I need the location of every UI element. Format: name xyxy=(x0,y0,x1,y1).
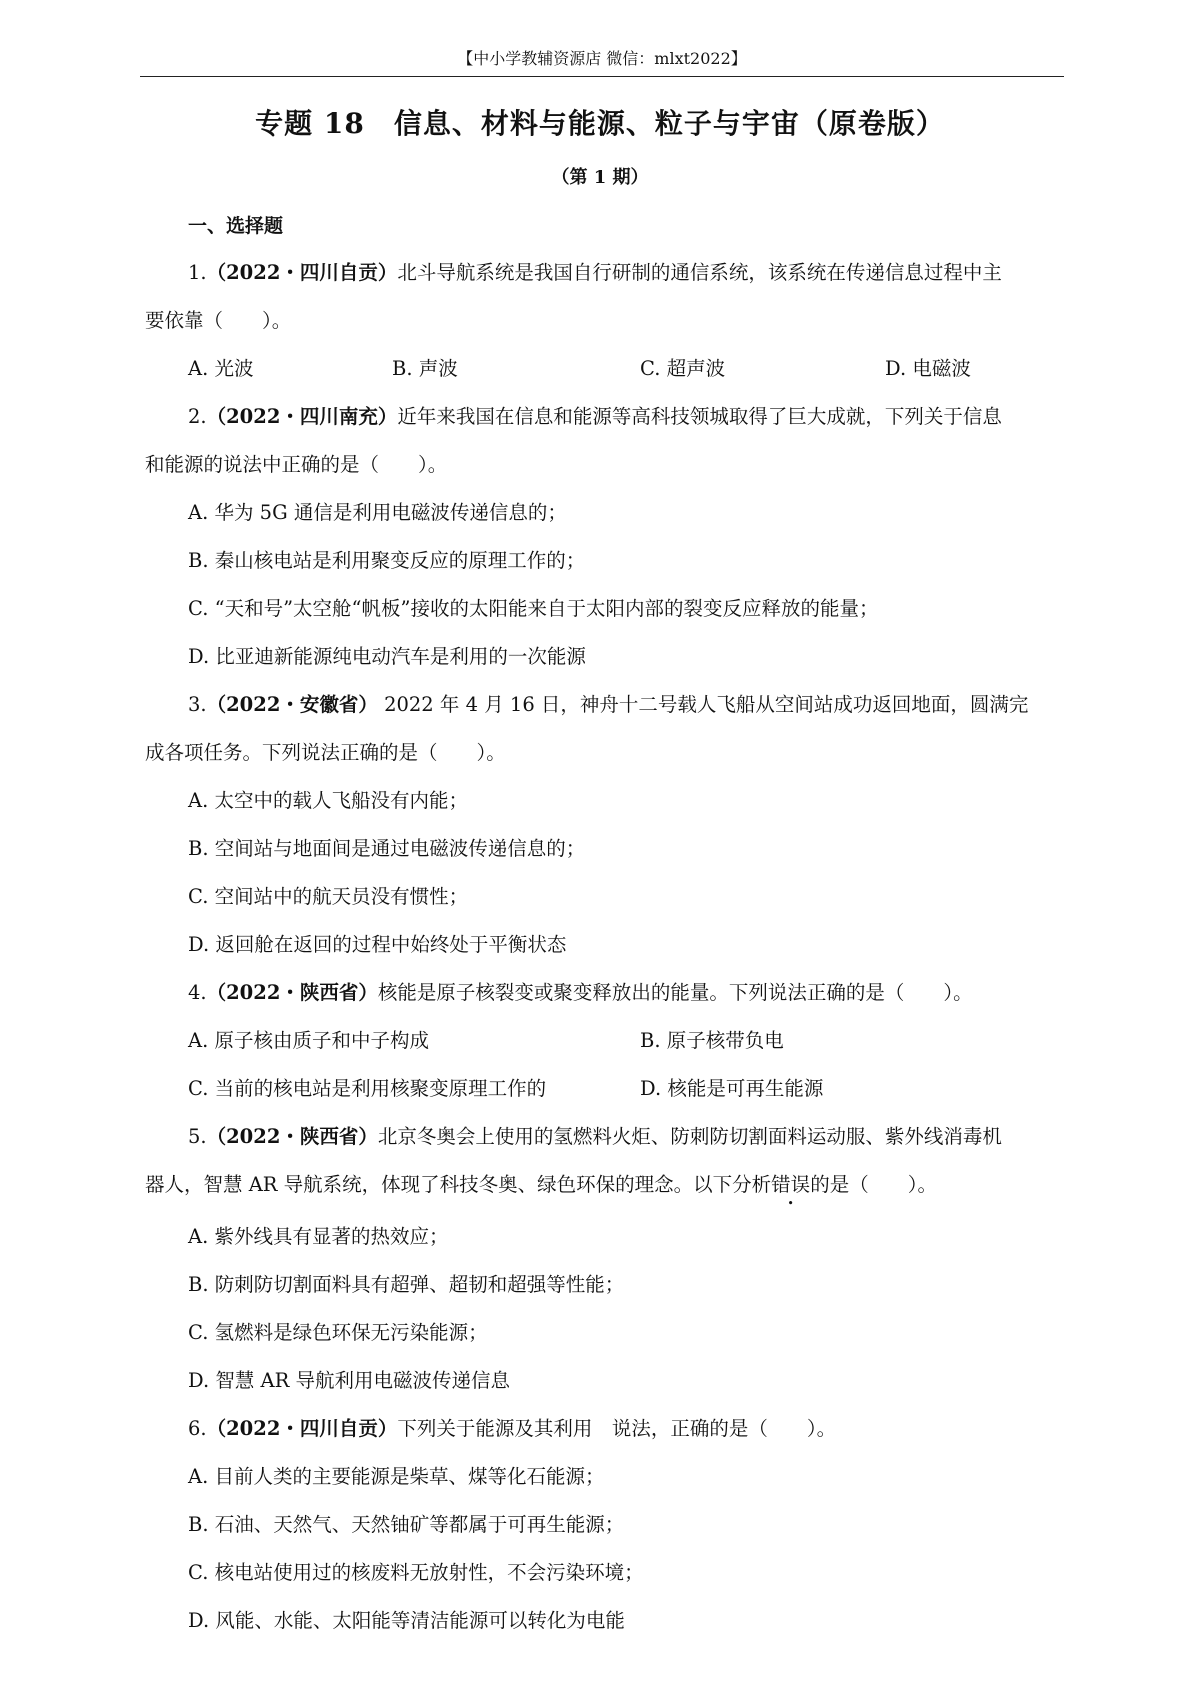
question-3-option-d: D. 返回舱在返回的过程中始终处于平衡状态 xyxy=(188,933,567,956)
question-5-stem-cont xyxy=(145,1170,937,1200)
question-number: 1. xyxy=(188,261,207,284)
question-text: 的是（ ）。 xyxy=(810,1173,937,1196)
emphasis-word: 错误 xyxy=(771,1173,811,1196)
question-2-option-a: A. 华为 5G 通信是利用电磁波传递信息的； xyxy=(188,501,567,524)
question-number: 5. xyxy=(188,1125,207,1148)
question-6-option-d: D. 风能、水能、太阳能等清洁能源可以转化为电能 xyxy=(188,1609,625,1632)
question-source: （2022・陕西省） xyxy=(206,981,378,1004)
question-4-option-c: C. 当前的核电站是利用核聚变原理工作的 xyxy=(188,1077,547,1100)
question-text: 核能是原子核裂变或聚变释放出的能量。下列说法正确的是（ ）。 xyxy=(377,981,973,1004)
question-1-stem-cont: 要依靠（ ）。 xyxy=(145,309,292,332)
question-number: 4. xyxy=(188,981,207,1004)
question-2-option-c: C. “天和号”太空舱“帆板”接收的太阳能来自于太阳内部的裂变反应释放的能量； xyxy=(188,597,879,620)
question-number: 2. xyxy=(188,405,207,428)
question-2-option-d: D. 比亚迪新能源纯电动汽车是利用的一次能源 xyxy=(188,645,586,668)
question-source: （2022・四川自贡） xyxy=(206,1417,398,1440)
question-5-option-d: D. 智慧 AR 导航利用电磁波传递信息 xyxy=(188,1369,510,1392)
question-2-option-b: B. 秦山核电站是利用聚变反应的原理工作的； xyxy=(188,549,586,572)
question-1-option-d: D. 电磁波 xyxy=(885,357,971,380)
header-banner: 【中小学教辅资源店 微信：mlxt2022】 xyxy=(457,49,747,68)
question-3-stem xyxy=(188,690,1028,720)
question-1-option-c: C. 超声波 xyxy=(640,357,726,380)
question-text: 下列关于能源及其利用 说法，正确的是（ ）。 xyxy=(397,1417,837,1440)
question-4-option-d: D. 核能是可再生能源 xyxy=(640,1077,824,1100)
question-4-option-b: B. 原子核带负电 xyxy=(640,1029,784,1052)
page-title: 专题 18 信息、材料与能源、粒子与宇宙（原卷版） xyxy=(255,107,945,140)
question-3-option-c: C. 空间站中的航天员没有惯性； xyxy=(188,885,469,908)
question-6-option-c: C. 核电站使用过的核废料无放射性，不会污染环境； xyxy=(188,1561,644,1584)
question-source: （2022・四川南充） xyxy=(206,405,398,428)
question-5-option-a: A. 紫外线具有显著的热效应； xyxy=(188,1225,449,1248)
question-1-option-a: A. 光波 xyxy=(188,357,254,380)
question-source: （2022・四川自贡） xyxy=(206,261,398,284)
page-subtitle: （第 1 期） xyxy=(551,167,649,188)
question-6-option-a: A. 目前人类的主要能源是柴草、煤等化石能源； xyxy=(188,1465,605,1488)
question-source: （2022・陕西省） xyxy=(206,1125,378,1148)
question-3-option-a: A. 太空中的载人飞船没有内能； xyxy=(188,789,468,812)
question-source: （2022・安徽省） xyxy=(206,693,378,716)
question-3-option-b: B. 空间站与地面间是通过电磁波传递信息的； xyxy=(188,837,586,860)
question-5-stem xyxy=(188,1122,1002,1152)
question-6-option-b: B. 石油、天然气、天然铀矿等都属于可再生能源； xyxy=(188,1513,625,1536)
question-text: 2022 年 4 月 16 日，神舟十二号载人飞船从空间站成功返回地面，圆满完 xyxy=(377,693,1029,716)
question-text: 北斗导航系统是我国自行研制的通信系统，该系统在传递信息过程中主 xyxy=(397,261,1002,284)
question-text: 近年来我国在信息和能源等高科技领城取得了巨大成就，下列关于信息 xyxy=(397,405,1002,428)
question-4-option-a: A. 原子核由质子和中子构成 xyxy=(188,1029,429,1052)
question-number: 6. xyxy=(188,1417,207,1440)
question-1-option-b: B. 声波 xyxy=(392,357,458,380)
question-1-stem xyxy=(188,258,1002,288)
question-6-stem xyxy=(188,1414,836,1444)
question-number: 3. xyxy=(188,693,207,716)
question-text: 器人，智慧 AR 导航系统，体现了科技冬奥、绿色环保的理念。以下分析 xyxy=(145,1173,772,1196)
question-3-stem-cont: 成各项任务。下列说法正确的是（ ）。 xyxy=(145,741,506,764)
section-heading: 一、选择题 xyxy=(188,215,284,237)
question-5-option-c: C. 氢燃料是绿色环保无污染能源； xyxy=(188,1321,488,1344)
question-4-stem xyxy=(188,978,973,1008)
question-2-stem-cont: 和能源的说法中正确的是（ ）。 xyxy=(145,453,448,476)
question-text: 北京冬奥会上使用的氢燃料火炬、防刺防切割面料运动服、紫外线消毒机 xyxy=(377,1125,1002,1148)
question-5-option-b: B. 防刺防切割面料具有超弹、超韧和超强等性能； xyxy=(188,1273,625,1296)
question-2-stem xyxy=(188,402,1002,432)
